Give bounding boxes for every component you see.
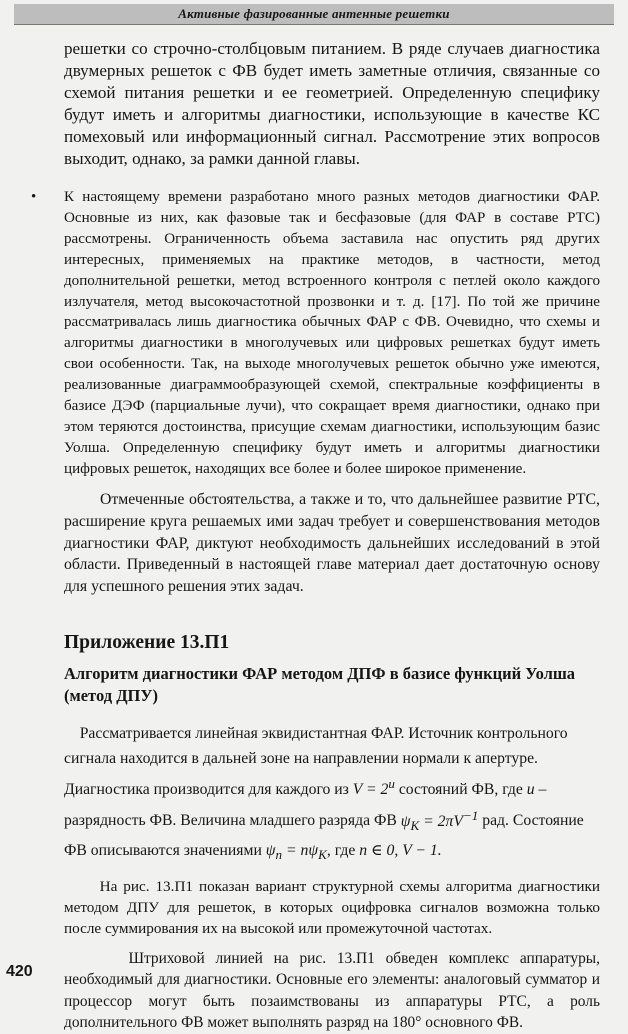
appendix-paragraph-1: [64, 721, 600, 867]
intro-paragraph: решетки со строчно-столбцовым питанием. В ряде случаев диагностика двумерных решеток с ФВ будет иметь заметные отличия, связанные со схемой питания решетки и ее геометрией. Определенную специфику будут иметь и алгоритмы диагностики, использующие в качестве КС помеховый или информационный сигнал. Рассмотрение этих вопросов выходит, однако, за рамки данной главы.: [64, 39, 600, 168]
p1-text-c: – разрядность ФВ. Величина младшего разряда ФВ: [64, 781, 547, 830]
formula-psi-n: $\psi_n = n\psi_K$: [265, 841, 327, 862]
formula-v: $V = 2^u$: [352, 776, 395, 799]
bullet-paragraph: К настоящему времени разработано много разных методов диагностики ФАР. Основные из них, как фазовые так и бесфазовые (для ФАР в составе РТС) рассмотрены. Ограниченность объема заставила нас опустить ряд других интересных, применяемых на практике методов, в частности, метод дополнительной решетки, метод встроенного контроля с петлей около каждого излучателя, метод высокочастотной прозвонки и т. д. [17]. По той же причине рассматривалась лишь диагностика обычных ФАР с ФВ. Очевидно, что схемы и алгоритмы диагностики в многолучевых или цифровых решетках будут иметь свои особенности. Так, на выходе многолучевых решеток обычно уже имеются, реализованные диаграммообразующей схемой, спектральные коэффициенты в базисе ДЭФ (парциальные лучи), что сокращает время диагностики, однако при этом теряются достоинства, присущие схемам диагностики, использующим базис Уолша. Определенную специфику будут иметь и алгоритмы диагностики цифровых решеток, находящих все более и более широкое применение.: [64, 189, 600, 477]
page-number: 420: [6, 963, 33, 980]
formula-psi-k: $\psi_K = 2\pi V^{-1}$: [400, 807, 479, 833]
appendix-title: Приложение 13.П1: [64, 632, 230, 654]
bullet-block: [31, 187, 600, 598]
page-body: [31, 38, 601, 1034]
appendix-paragraph-3: Штриховой линией на рис. 13.П1 обведен комплекс аппаратуры, необходимый для диагностики. Основные его элементы: аналоговый сумматор и процессор могут быть позаимствованы из аппаратуры РТС, а роль дополнительного ФВ может выполнять разряд на 180° основного ФВ.: [64, 949, 600, 1032]
p1-text-a: Рассматривается линейная эквидистантная ФАР. Источник контрольного сигнала находится в дальней зоне на направлении нормали к апертуре. Диагностика производится для каждого из: [64, 725, 568, 799]
running-header-title: Активные фазированные антенные решетки: [178, 6, 450, 21]
closing-paragraph: Отмеченные обстоятельства, а также и то, что дальнейшее развитие РТС, расширение круга решаемых ими задач требует и совершенствования методов диагностики ФАР, диктуют необходимость дальнейших исследований в этой области. Приведенный в настоящей главе материал дает достаточную основу для успешного решения этих задач.: [64, 490, 600, 596]
p1-text-d: рад. Состояние ФВ описываются значениями: [64, 812, 584, 859]
appendix-subtitle: Алгоритм диагностики ФАР методом ДПФ в базисе функций Уолша (метод ДПУ): [64, 664, 576, 706]
running-header: [14, 4, 614, 25]
bullet-symbol: •: [31, 189, 37, 205]
formula-u: u: [526, 781, 535, 799]
appendix-paragraph-2: На рис. 13.П1 показан вариант структурной схемы алгоритма диагностики методом ДПУ для решеток, в которых оцифровка сигналов возможна только после суммирования их на высокой или промежуточной частотах.: [64, 877, 601, 937]
formula-range: n ∈ 0, V − 1.: [359, 841, 442, 859]
p1-text-e: , где: [326, 841, 356, 859]
p1-text-b: состояний ФВ, где: [398, 781, 523, 799]
